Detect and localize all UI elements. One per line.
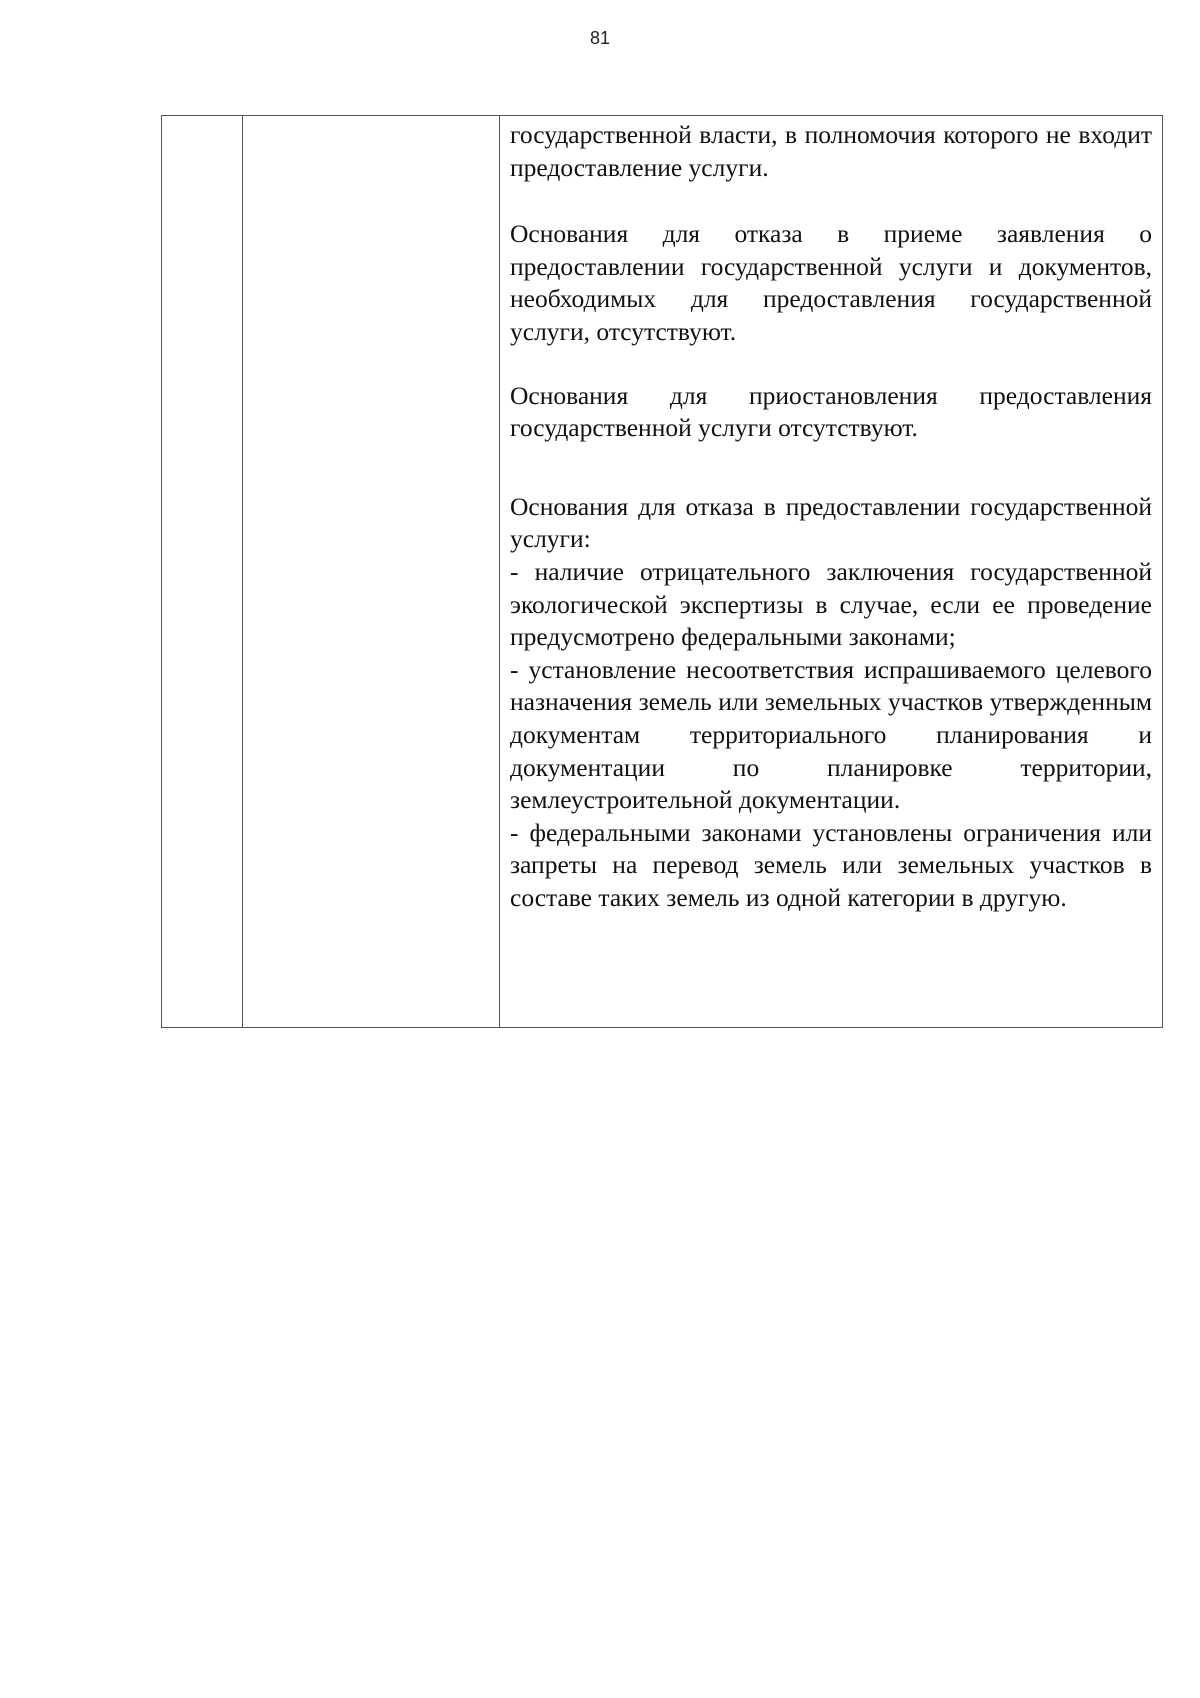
table-row — [162, 116, 1163, 1028]
page-number: 81 — [589, 28, 611, 48]
paragraph-refusal-acceptance: Основания для отказа в приеме заявления о предоставлении государственной услуги и документов, необходимых для предоставления государственной услуги, отсутствуют. — [510, 219, 1152, 346]
list-item-purpose-mismatch: - установление несоответствия испрашиваемого целевого назначения земель или земельных участков утвержденным документам территориального планирования и документации по планировке территории, землеустроительной документации. — [510, 654, 1152, 815]
paragraph-refusal-grounds-heading: Основания для отказа в предоставлении государственной услуги: — [510, 491, 1152, 554]
list-item-federal-restrictions: - федеральными законами установлены ограничения или запреты на перевод земель или земельных участков в составе таких земель из одной категории в другую. — [510, 817, 1152, 912]
paragraph-suspension: Основания для приостановления предоставления государственной услуги отсутствуют. — [510, 380, 1152, 443]
list-item-negative-conclusion: - наличие отрицательного заключения государственной экологической экспертизы в случае, если ее проведение предусмотрено федеральными законами; — [510, 556, 1152, 652]
table-cell-description — [500, 116, 1163, 1028]
content-table — [161, 115, 1163, 1028]
table-cell-title — [243, 116, 500, 1028]
description-text — [500, 116, 1162, 914]
table-cell-number — [162, 116, 243, 1028]
paragraph-continuation: государственной власти, в полномочия которого не входит предоставление услуги. — [510, 120, 1152, 182]
